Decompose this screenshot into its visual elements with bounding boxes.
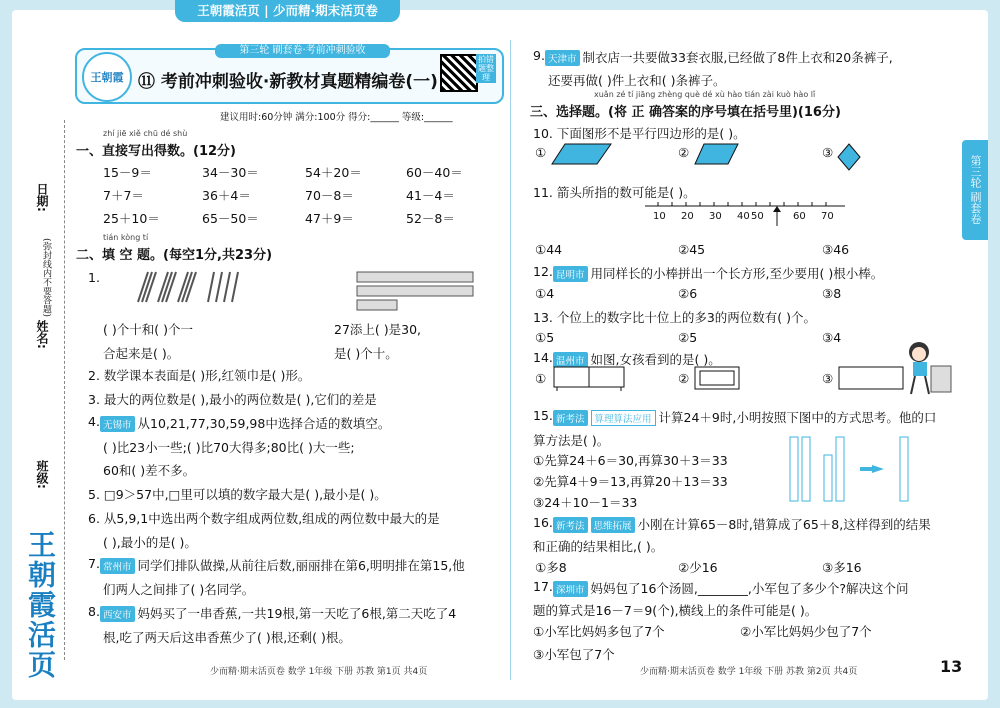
question[interactable] [553,515,931,533]
topic-badge: 思维拓展 [591,517,635,533]
tick-label: 70 [821,211,834,222]
question[interactable] [545,48,893,66]
new-exam-badge: 新考法 [553,517,588,533]
question-number: 16. [533,515,553,530]
blank-line[interactable]: 是( )个十。 [334,346,398,361]
option-label[interactable]: ③46 [822,242,850,257]
option-label[interactable]: ②小军比妈妈少包了7个 [740,624,872,639]
question[interactable] [553,579,909,597]
parallelogram-icon [551,143,613,165]
top-banner: 王朝霞活页 | 少而精·期末活页卷 [175,0,400,22]
option-label[interactable]: ③8 [822,286,842,301]
option-label[interactable]: ①5 [535,330,555,345]
option-label[interactable]: ③ [822,371,834,386]
topic-badge: 算理算法应用 [591,410,656,426]
pinyin: zhí jiē xiě chū dé shù [103,129,188,138]
cabinet-front-icon [553,366,625,392]
tick-label: 30 [709,211,722,222]
option-label[interactable]: ①44 [535,242,563,257]
blank-line[interactable]: 还要再做( )件上衣和( )条裤子。 [548,73,726,88]
option-label[interactable]: ③4 [822,330,842,345]
question[interactable]: 10. 下面图形不是平行四边形的是( )。 [533,126,746,141]
calc-item: 41－4＝ [406,188,455,203]
tick-label: 10 [653,211,666,222]
calc-item: 15－9＝ [103,165,152,180]
section-heading: 三、选择题。(将 正 确答案的序号填在括号里)(16分) [530,105,841,120]
question-number: 14. [533,350,553,365]
question-text: 如图,女孩看到的是( )。 [590,352,721,367]
rhombus-icon [837,143,861,171]
option-label[interactable]: ①4 [535,286,555,301]
blank-line[interactable]: ( )比23小一些;( )比70大得多;80比( )大一些; [103,440,355,455]
binding-line [64,120,65,660]
question-text: 同学们排队做操,从前往后数,丽丽排在第6,明明排在第15,他 [137,558,465,573]
question-text: 妈妈包了16个汤圆,________,小军包了多少个?解决这个问 [590,581,909,596]
question-number: 17. [533,579,553,594]
question[interactable]: 2. 数学课本表面是( )形,红领巾是( )形。 [88,368,311,383]
calc-item: 34－30＝ [202,165,259,180]
question-number: 8. [88,604,100,619]
question[interactable] [553,408,936,426]
calc-item: 7＋7＝ [103,188,144,203]
question-text: 计算24＋9时,小明按照下图中的方式思考。他的口 [658,410,937,425]
blank-line[interactable]: 根,吃了两天后这串香蕉少了( )根,还剩( )根。 [103,630,351,645]
option-label[interactable]: ①先算24＋6＝30,再算30＋3＝33 [533,453,728,468]
option-label[interactable]: ①小军比妈妈多包了7个 [533,624,665,639]
blank-line[interactable]: 题的算式是16－7＝9(个),横线上的条件可能是( )。 [533,603,818,618]
question-text: 用同样长的小棒拼出一个长方形,至少要用( )根小棒。 [590,266,884,281]
seal-note: (弥封线内不要答题) [41,238,51,318]
option-label[interactable]: ③小军包了7个 [533,647,615,662]
parallelogram-icon [694,143,739,165]
page-footer: 少而精·期末活页卷 数学 1年级 下册 苏教 第2页 共4页 [640,667,858,677]
question[interactable]: 13. 个位上的数字比十位上的多3的两位数有( )个。 [533,310,817,325]
question-number: 12. [533,264,553,279]
section-heading: 二、填 空 题。(每空1分,共23分) [76,248,273,263]
page-footer: 少而精·期末活页卷 数学 1年级 下册 苏教 第1页 共4页 [210,667,428,677]
tick-label: 60 [793,211,806,222]
tick-label: 50 [751,211,764,222]
question-text: 从10,21,77,30,59,98中选择合适的数填空。 [137,416,391,431]
question-number: 1. [88,270,100,285]
tens-rods-icon [780,435,930,503]
option-label[interactable]: ③多16 [822,560,862,575]
question-number: 4. [88,414,100,429]
option-label[interactable]: ②6 [678,286,698,301]
qr-caption: 拍错题整理 [478,55,494,82]
question-number: 9. [533,48,545,63]
option-label[interactable]: ② [678,145,690,160]
tick-label: 40 [737,211,750,222]
section-heading: 一、直接写出得数。(12分) [76,144,236,159]
option-label[interactable]: ① [535,371,547,386]
page-divider [510,40,511,680]
side-tab[interactable]: 第三轮 刷套卷 [962,140,988,240]
blank-line[interactable]: 60和( )差不多。 [103,463,196,478]
option-label[interactable]: ③ [822,145,834,160]
exam-info: 建议用时:60分钟 满分:100分 得分:______ 等级:______ [220,112,453,123]
calc-item: 36＋4＝ [202,188,251,203]
pinyin: tián kòng tí [103,233,149,242]
calc-item: 70－8＝ [305,188,354,203]
option-label[interactable]: ②先算4＋9＝13,再算20＋13＝33 [533,474,728,489]
sticks-bundle-icon [130,268,245,306]
calc-item: 52－8＝ [406,211,455,226]
paper-title: ⑪ 考前冲刺验收·新教材真题精编卷(一) [138,72,438,92]
question[interactable] [553,264,883,282]
calc-item: 65－50＝ [202,211,259,226]
question-text: 小刚在计算65－8时,错算成了65＋8,这样得到的结果 [637,517,931,532]
question-text: 制衣店一共要做33套衣服,已经做了8件上衣和20条裤子, [582,50,893,65]
brand-logo: 王朝霞活页 [24,530,57,680]
option-label[interactable]: ① [535,145,547,160]
rectangle-icon [838,366,904,390]
calc-item: 60－40＝ [406,165,463,180]
option-label[interactable]: ②5 [678,330,698,345]
blank-line[interactable]: 27添上( )是30, [334,322,422,337]
calc-item: 47＋9＝ [305,211,354,226]
calc-item: 25＋10＝ [103,211,160,226]
question-number: 15. [533,408,553,423]
new-exam-badge: 新考法 [553,410,588,426]
region-badge: 常州市 [100,558,135,574]
cube-blocks-icon [355,268,475,312]
class-label: 班级: [35,460,49,489]
question[interactable]: 3. 最大的两位数是( ),最小的两位数是( ),它们的差是 [88,392,377,407]
region-badge: 昆明市 [553,266,588,282]
question[interactable]: 5. □9＞57中,□里可以填的数字最大是( ),最小是( )。 [88,487,387,502]
date-label: 日期: [35,183,49,212]
region-badge: 无锡市 [100,416,135,432]
page-number: 13 [940,657,963,676]
question[interactable]: 6. 从5,9,1中选出两个数字组成两位数,组成的两位数中最大的是 [88,511,440,526]
question[interactable] [100,414,390,432]
blank-line[interactable]: ( )个十和( )个一 [103,322,193,337]
question[interactable]: 11. 箭头所指的数可能是( )。 [533,185,696,200]
region-badge: 西安市 [100,606,135,622]
qr-code-icon[interactable] [440,54,478,92]
round-tab: 第三轮 刷套卷·考前冲刺验收 [215,44,390,58]
girl-looking-icon [895,340,955,395]
region-badge: 天津市 [545,50,580,66]
option-label[interactable]: ②45 [678,242,706,257]
question-number: 7. [88,556,100,571]
option-label[interactable]: ② [678,371,690,386]
region-badge: 温州市 [553,352,588,368]
blank-line[interactable]: 们两人之间排了( )名同学。 [103,582,255,597]
blank-line[interactable]: 和正确的结果相比,( )。 [533,539,664,554]
question-text: 妈妈买了一串香蕉,一共19根,第一天吃了6根,第二天吃了4 [137,606,457,621]
region-badge: 深圳市 [553,581,588,597]
cabinet-side-icon [694,366,740,392]
question[interactable] [100,604,456,622]
option-label[interactable]: ②少16 [678,560,718,575]
name-label: 姓名: [35,320,49,349]
blank-line[interactable]: 算方法是( )。 [533,433,610,448]
calc-item: 54＋20＝ [305,165,362,180]
logo-icon: 王朝霞 [82,52,132,102]
option-label[interactable]: ③24＋10－1＝33 [533,495,638,510]
question[interactable] [100,556,465,574]
blank-line[interactable]: 合起来是( )。 [103,346,180,361]
blank-line[interactable]: ( ),最小的是( )。 [103,535,197,550]
option-label[interactable]: ①多8 [535,560,567,575]
tick-label: 20 [681,211,694,222]
pinyin: xuǎn zé tí jiāng zhèng què dé xù hào tián zài kuò hào lǐ [594,90,816,99]
